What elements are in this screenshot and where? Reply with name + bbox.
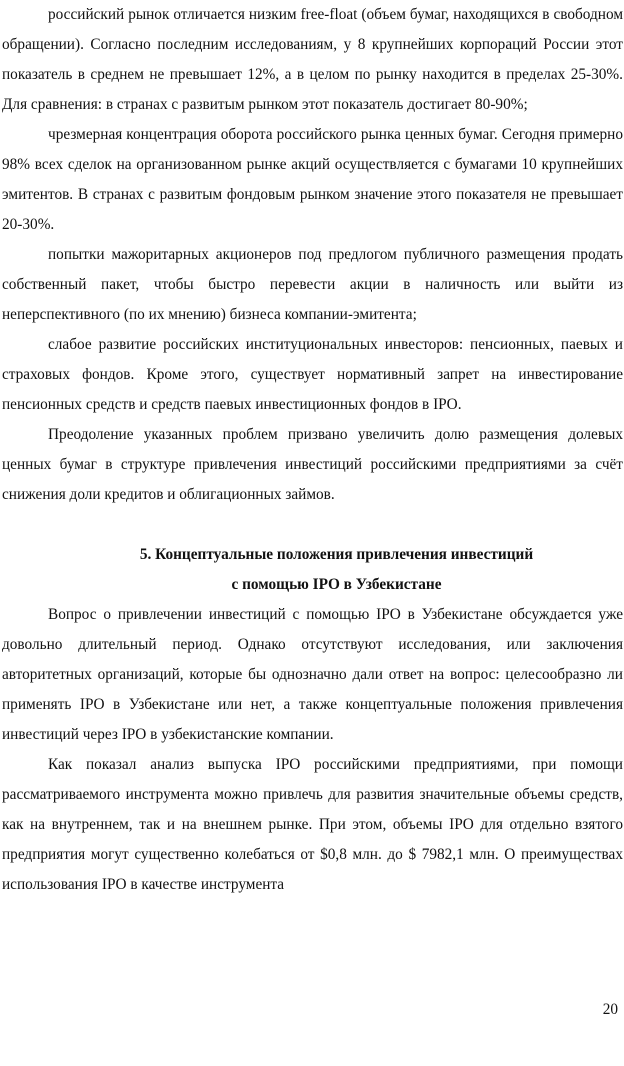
- paragraph-turnover-concentration: чрезмерная концентрация оборота российского рынка ценных бумаг. Сегодня примерно 98% всех сделок на организованном рынке акций осуществляется с бумагами 10 крупнейших эмитентов. В странах с развитым фондовым рынком значение этого показателя не превышает 20-30%.: [2, 126, 623, 233]
- paragraph-overcoming-problems: Преодоление указанных проблем призвано увеличить долю размещения долевых ценных бумаг в структуре привлечения инвестиций российскими предприятиями за счёт снижения доли кредитов и облигационных займов.: [2, 426, 623, 503]
- section-heading: [2, 540, 623, 600]
- paragraph-institutional-investors: слабое развитие российских институциональных инвесторов: пенсионных, паевых и страховых фондов. Кроме этого, существует нормативный запрет на инвестирование пенсионных средств и средств паевых инвестиционных фондов в IPO.: [2, 336, 623, 413]
- section-heading-line-2: с помощью IPO в Узбекистане: [231, 576, 442, 593]
- section-spacer: [2, 510, 623, 540]
- paragraph-ipo-question: Вопрос о привлечении инвестиций с помощью IPO в Узбекистане обсуждается уже довольно длительный период. Однако отсутствуют исследования, или заключения авторитетных организаций, которые бы однозначно дали ответ на вопрос: целесообразно ли применять IPO в Узбекистане или нет, а также концептуальные положения привлечения инвестиций через IPO в узбекистанские компании.: [2, 606, 623, 743]
- section-heading-line-1: 5. Концептуальные положения привлечения инвестиций: [139, 546, 534, 563]
- paragraph-free-float: российский рынок отличается низким free-float (объем бумаг, находящихся в свободном обращении). Согласно последним исследованиям, у 8 крупнейших корпораций России этот показатель в среднем не превышает 12%, а в целом по рынку находится в пределах 25-30%. Для сравнения: в странах с развитым рынком этот показатель достигает 80-90%;: [2, 6, 623, 113]
- paragraph-ipo-analysis: Как показал анализ выпуска IPO российскими предприятиями, при помощи рассматриваемого инструмента можно привлечь для развития значительные объемы средств, как на внутреннем, так и на внешнем рынке. При этом, объемы IPO для отдельно взятого предприятия могут существенно колебаться от $0,8 млн. до $ 7982,1 млн. О преимуществах использования IPO в качестве инструмента: [2, 756, 623, 893]
- page-content: [2, 0, 623, 900]
- paragraph-majority-shareholders: попытки мажоритарных акционеров под предлогом публичного размещения продать собственный пакет, чтобы быстро перевести акции в наличность или выйти из неперспективного (по их мнению) бизнеса компании-эмитента;: [2, 246, 623, 323]
- page-number: 20: [602, 1001, 618, 1018]
